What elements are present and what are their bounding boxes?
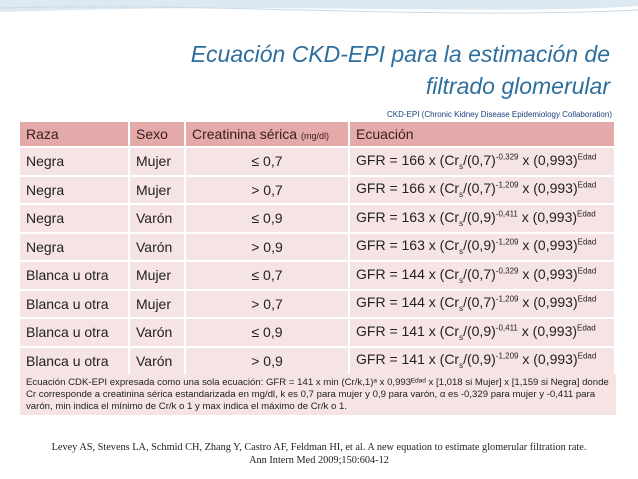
cell-raza: Blanca u otra	[20, 261, 129, 290]
cell-ecuacion: GFR = 163 x ($Cr_s/(0,9)^{-1,209}$ x $(0,993)^{Edad}$	[349, 233, 615, 262]
slide-title	[90, 38, 610, 102]
cell-raza: Negra	[20, 147, 129, 176]
table-row	[20, 318, 615, 347]
table-row	[20, 176, 615, 205]
cell-raza: Negra	[20, 204, 129, 233]
cell-ecuacion: GFR = 166 x ($Cr_s/(0,7)^{-0,329}$ x $(0,993)^{Edad}$	[349, 147, 615, 176]
cell-raza: Blanca u otra	[20, 318, 129, 347]
cell-raza: Negra	[20, 176, 129, 205]
cell-creatinina: > 0,9	[185, 233, 349, 262]
cell-creatinina: > 0,7	[185, 176, 349, 205]
reference-line-1: Levey AS, Stevens LA, Schmid CH, Zhang Y, Castro AF, Feldman HI, et al. A new equation to estimate glomerular filtration rate.	[51, 442, 587, 453]
cell-ecuacion: GFR = 163 x ($Cr_s/(0,9)^{-0,411}$ x $(0,993)^{Edad}$	[349, 204, 615, 233]
cell-sexo: Varón	[129, 347, 185, 375]
cell-raza: Blanca u otra	[20, 290, 129, 319]
cell-sexo: Varón	[129, 233, 185, 262]
header-sexo: Sexo	[129, 122, 185, 147]
table-row	[20, 347, 615, 375]
table-row	[20, 147, 615, 176]
header-decoration	[0, 0, 638, 30]
cell-sexo: Mujer	[129, 176, 185, 205]
cell-creatinina: ≤ 0,9	[185, 204, 349, 233]
table-row	[20, 233, 615, 262]
title-line-1: Ecuación CKD-EPI para la estimación de	[190, 41, 610, 67]
cell-ecuacion: GFR = 144 x ($Cr_s/(0,7)^{-0,329}$ x $(0,993)^{Edad}$	[349, 261, 615, 290]
table-row	[20, 204, 615, 233]
cell-creatinina: > 0,9	[185, 347, 349, 375]
cell-creatinina: ≤ 0,7	[185, 147, 349, 176]
table-row	[20, 261, 615, 290]
cell-ecuacion: GFR = 141 x ($Cr_s/(0,9)^{-0,411}$ x $(0,993)^{Edad}$	[349, 318, 615, 347]
header-raza: Raza	[20, 122, 129, 147]
cell-sexo: Mujer	[129, 290, 185, 319]
title-line-2: filtrado glomerular	[425, 73, 610, 99]
reference	[18, 441, 620, 467]
cell-ecuacion: GFR = 166 x ($Cr_s/(0,7)^{-1,209}$ x $(0,993)^{Edad}$	[349, 176, 615, 205]
cell-creatinina: ≤ 0,7	[185, 261, 349, 290]
reference-line-2: Ann Intern Med 2009;150:604-12	[249, 455, 389, 466]
cell-sexo: Varón	[129, 318, 185, 347]
single-equation-note: Ecuación CDK-EPI expresada como una sola ecuación: GFR = 141 x min (Cr/k,1)ᵃ x 0,993ᴱᵈᵃᵈ x [1,018 si Mujer] x [1,159 si Negra] donde Cr corresponde a creatinina sérica estandarizada en mg/dl, k es 0,7 para mujer y 0,9 para varón, α es -0,329 para mujer y -0,411 para varón, min indica el mínimo de Cr/k o 1 y max indica el máximo de Cr/k o 1.	[20, 374, 616, 415]
cell-raza: Blanca u otra	[20, 347, 129, 375]
subtitle: CKD-EPI (Chronic Kidney Disease Epidemiology Collaboration)	[387, 110, 612, 119]
cell-sexo: Mujer	[129, 147, 185, 176]
cell-sexo: Mujer	[129, 261, 185, 290]
table-row	[20, 290, 615, 319]
table-header-row	[20, 122, 615, 147]
cell-creatinina: ≤ 0,9	[185, 318, 349, 347]
cell-raza: Negra	[20, 233, 129, 262]
cell-sexo: Varón	[129, 204, 185, 233]
cell-ecuacion: GFR = 141 x ($Cr_s/(0,9)^{-1,209}$ x $(0,993)^{Edad}$	[349, 347, 615, 375]
cell-ecuacion: GFR = 144 x ($Cr_s/(0,7)^{-1,209}$ x $(0,993)^{Edad}$	[349, 290, 615, 319]
cell-creatinina: > 0,7	[185, 290, 349, 319]
header-creatinina: Creatinina sérica (mg/dl)	[185, 122, 349, 147]
ckd-epi-table	[20, 122, 616, 415]
header-ecuacion: Ecuación	[349, 122, 615, 147]
